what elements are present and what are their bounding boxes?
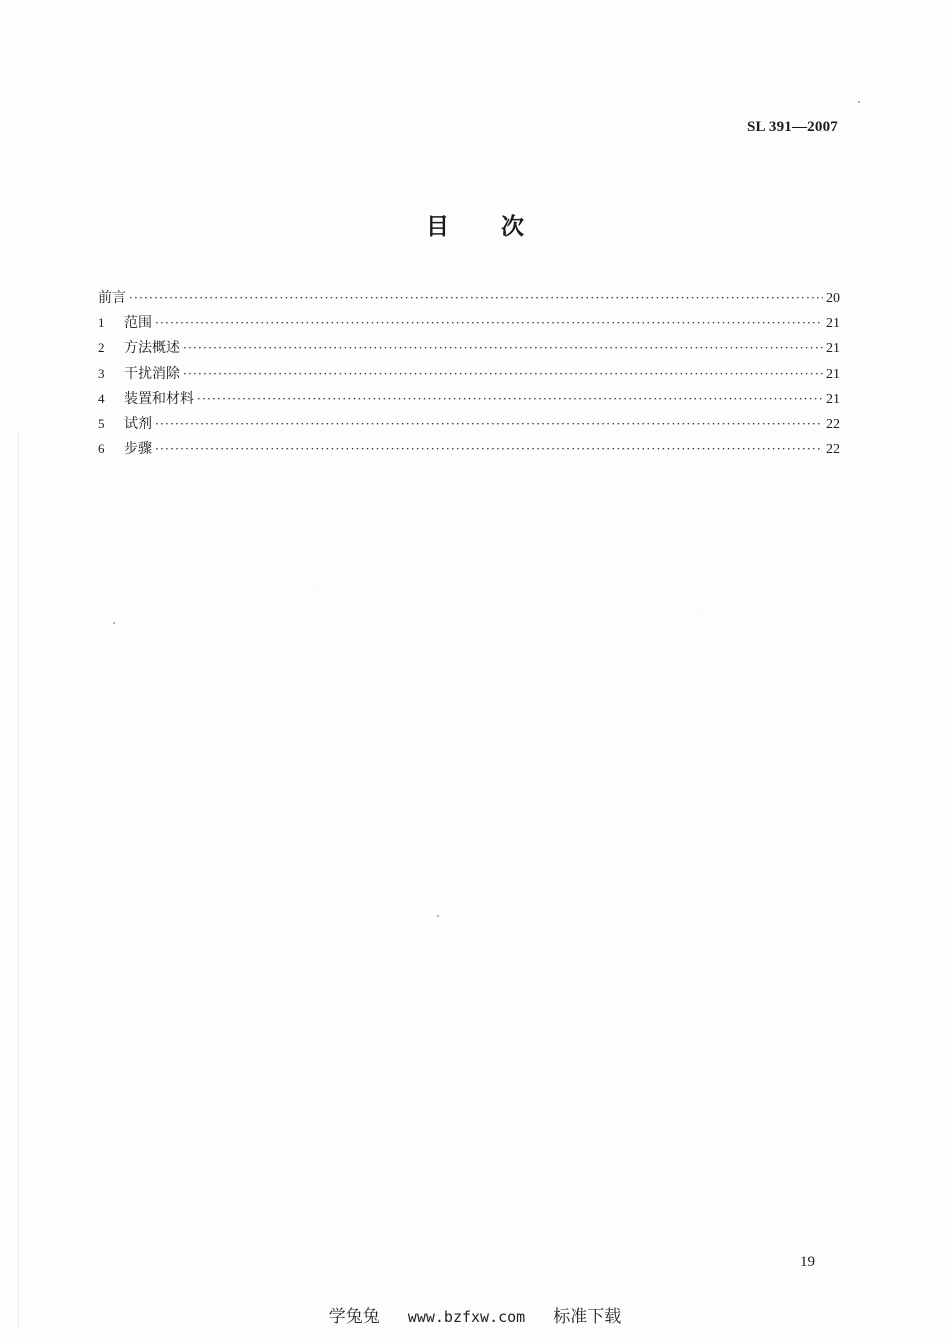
footer-url-link[interactable]: www.bzfxw.com <box>407 1308 526 1326</box>
toc-entry-foreword[interactable] <box>98 287 840 312</box>
toc-entry-label: 试剂 <box>124 415 152 432</box>
scan-edge-line <box>18 430 19 1330</box>
toc-entry-page: 21 <box>826 366 840 382</box>
toc-entry-apparatus[interactable] <box>98 388 840 413</box>
toc-title-part2: 次 <box>501 214 524 240</box>
toc-title-part1: 目 <box>426 214 449 240</box>
scan-speck <box>113 622 115 624</box>
toc-entry-label: 范围 <box>124 315 152 332</box>
toc-entry-number: 1 <box>98 315 105 331</box>
toc-dot-leader <box>197 392 823 406</box>
toc-list <box>98 287 840 463</box>
footer-site-name: 学兔兔 <box>328 1307 380 1327</box>
scan-speck <box>858 101 860 103</box>
footer-slogan: 标准下载 <box>553 1307 622 1327</box>
toc-entry-page: 22 <box>826 416 840 432</box>
toc-entry-page: 21 <box>826 341 840 357</box>
toc-entry-label: 前言 <box>98 290 126 306</box>
toc-title <box>0 208 950 241</box>
toc-dot-leader <box>129 291 823 305</box>
toc-entry-scope[interactable] <box>98 312 840 337</box>
scan-speck <box>313 585 314 586</box>
toc-entry-label: 方法概述 <box>124 340 180 357</box>
toc-entry-method-overview[interactable] <box>98 337 840 362</box>
toc-entry-number: 3 <box>98 365 105 381</box>
toc-dot-leader <box>183 367 823 381</box>
toc-entry-number: 6 <box>98 441 105 457</box>
scan-speck <box>437 915 439 917</box>
standard-code: SL 391—2007 <box>747 119 838 135</box>
toc-entry-label: 干扰消除 <box>124 365 180 382</box>
toc-entry-interference[interactable] <box>98 363 840 388</box>
toc-entry-number: 4 <box>98 390 105 406</box>
scan-speck <box>697 612 698 613</box>
download-footer <box>0 1302 950 1327</box>
page-number: 19 <box>800 1254 815 1270</box>
toc-entry-procedure[interactable] <box>98 438 840 463</box>
toc-entry-page: 20 <box>826 291 840 306</box>
toc-entry-number: 5 <box>98 415 105 431</box>
toc-dot-leader <box>155 417 823 431</box>
toc-dot-leader <box>155 442 823 456</box>
toc-entry-label: 步骤 <box>124 441 152 458</box>
toc-dot-leader <box>183 341 823 355</box>
toc-entry-page: 21 <box>826 391 840 407</box>
toc-entry-page: 21 <box>826 316 840 332</box>
toc-entry-number: 2 <box>98 340 105 356</box>
toc-entry-label: 装置和材料 <box>124 390 194 407</box>
toc-entry-reagents[interactable] <box>98 413 840 438</box>
toc-entry-page: 22 <box>826 442 840 458</box>
toc-dot-leader <box>155 316 823 330</box>
